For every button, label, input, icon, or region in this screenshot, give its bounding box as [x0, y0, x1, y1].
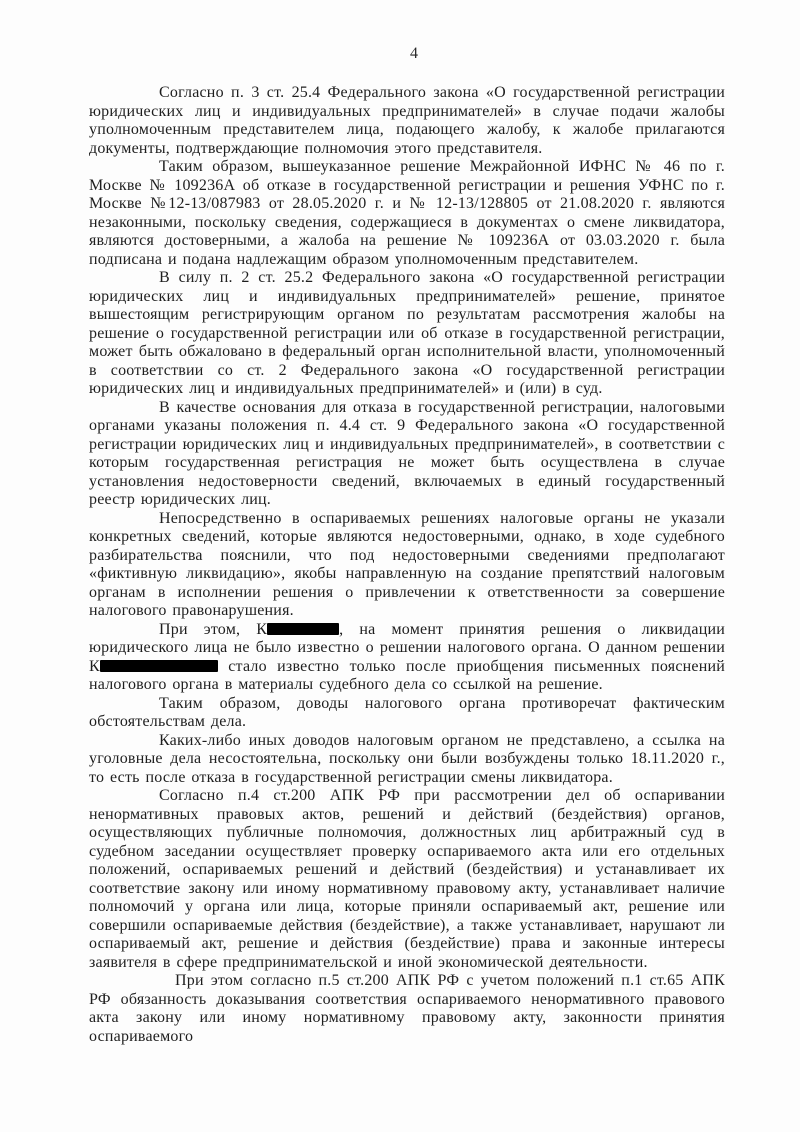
paragraph: При этом, К , на момент принятия решения о ликвидации юридического лица не было известно о решении налогового органа. О данном решении К стало известно только после приобщения письменных пояснений налогового органа в материалы судебного дела со ссылкой на решение.: [89, 620, 725, 693]
redaction-bar: [100, 660, 218, 672]
paragraph: В качестве основания для отказа в государственной регистрации, налоговыми органами указаны положения п. 4.4 ст. 9 Федерального закона «О государственной регистрации юридических лиц и индивидуальных предпринимателей», в соответствии с которым государственная регистрация не может быть осуществлена в случае установления недостоверности сведений, включаемых в единый государственный реестр юридических лиц.: [89, 398, 725, 508]
paragraph: Таким образом, доводы налогового органа противоречат фактическим обстоятельствам дела.: [89, 694, 725, 730]
paragraph: Согласно п. 3 ст. 25.4 Федерального закона «О государственной регистрации юридических лиц и индивидуальных предпринимателей» в случае подачи жалобы уполномоченным представителем лица, подающего жалобу, к жалобе прилагаются документы, подтверждающие полномочия этого представителя.: [89, 84, 725, 157]
document-body: [89, 84, 725, 1046]
paragraph: Согласно п.4 ст.200 АПК РФ при рассмотрении дел об оспаривании ненормативных правовых актов, решений и действий (бездействия) органов, осуществляющих публичные полномочия, должностных лиц арбитражный суд в судебном заседании осуществляет проверку оспариваемого акта или его отдельных положений, оспариваемых решений и действий (бездействия) и устанавливает их соответствие закону или иному нормативному правовому акту, устанавливает наличие полномочий у органа или лица, которые приняли оспариваемый акт, решение или совершили оспариваемые действия (бездействие), а также устанавливает, нарушают ли оспариваемый акт, решение и действия (бездействие) права и законные интересы заявителя в сфере предпринимательской и иной экономической деятельности.: [89, 787, 725, 971]
paragraph: Непосредственно в оспариваемых решениях налоговые органы не указали конкретных сведений, которые являются недостоверными, однако, в ходе судебного разбирательства пояснили, что под недостоверными сведениями предполагают «фиктивную ликвидацию», якобы направленную на создание препятствий налоговым органам в исполнении решения о привлечении к ответственности за совершение налогового правонарушения.: [89, 509, 725, 619]
paragraph: В силу п. 2 ст. 25.2 Федерального закона «О государственной регистрации юридических лиц и индивидуальных предпринимателей» решение, принятое вышестоящим регистрирующим органом по результатам рассмотрения жалобы на решение о государственной регистрации или об отказе в государственной регистрации, может быть обжаловано в федеральный орган исполнительной власти, уполномоченный в соответствии со ст. 2 Федерального закона «О государственной регистрации юридических лиц и индивидуальных предпринимателей» и (или) в суд.: [89, 269, 725, 397]
paragraph: Таким образом, вышеуказанное решение Межрайонной ИФНС № 46 по г. Москве № 109236А об отказе в государственной регистрации и решения УФНС по г. Москве №12-13/087983 от 28.05.2020 г. и № 12-13/128805 от 21.08.2020 г. являются незаконными, поскольку сведения, содержащиеся в документах о смене ликвидатора, являются достоверными, а жалоба на решение № 109236А от 03.03.2020 г. была подписана и подана надлежащим образом уполномоченным представителем.: [89, 158, 725, 268]
page-number: 4: [410, 45, 418, 62]
paragraph: Каких-либо иных доводов налоговым органом не представлено, а ссылка на уголовные дела несостоятельна, поскольку они были возбуждены только 18.11.2020 г., то есть после отказа в государственной регистрации смены ликвидатора.: [89, 731, 725, 786]
redaction-bar: [267, 623, 339, 635]
paragraph: При этом согласно п.5 ст.200 АПК РФ с учетом положений п.1 ст.65 АПК РФ обязанность доказывания соответствия оспариваемого ненормативного правового акта закону или иному нормативному правовому акту, законности принятия оспариваемого: [89, 972, 725, 1045]
